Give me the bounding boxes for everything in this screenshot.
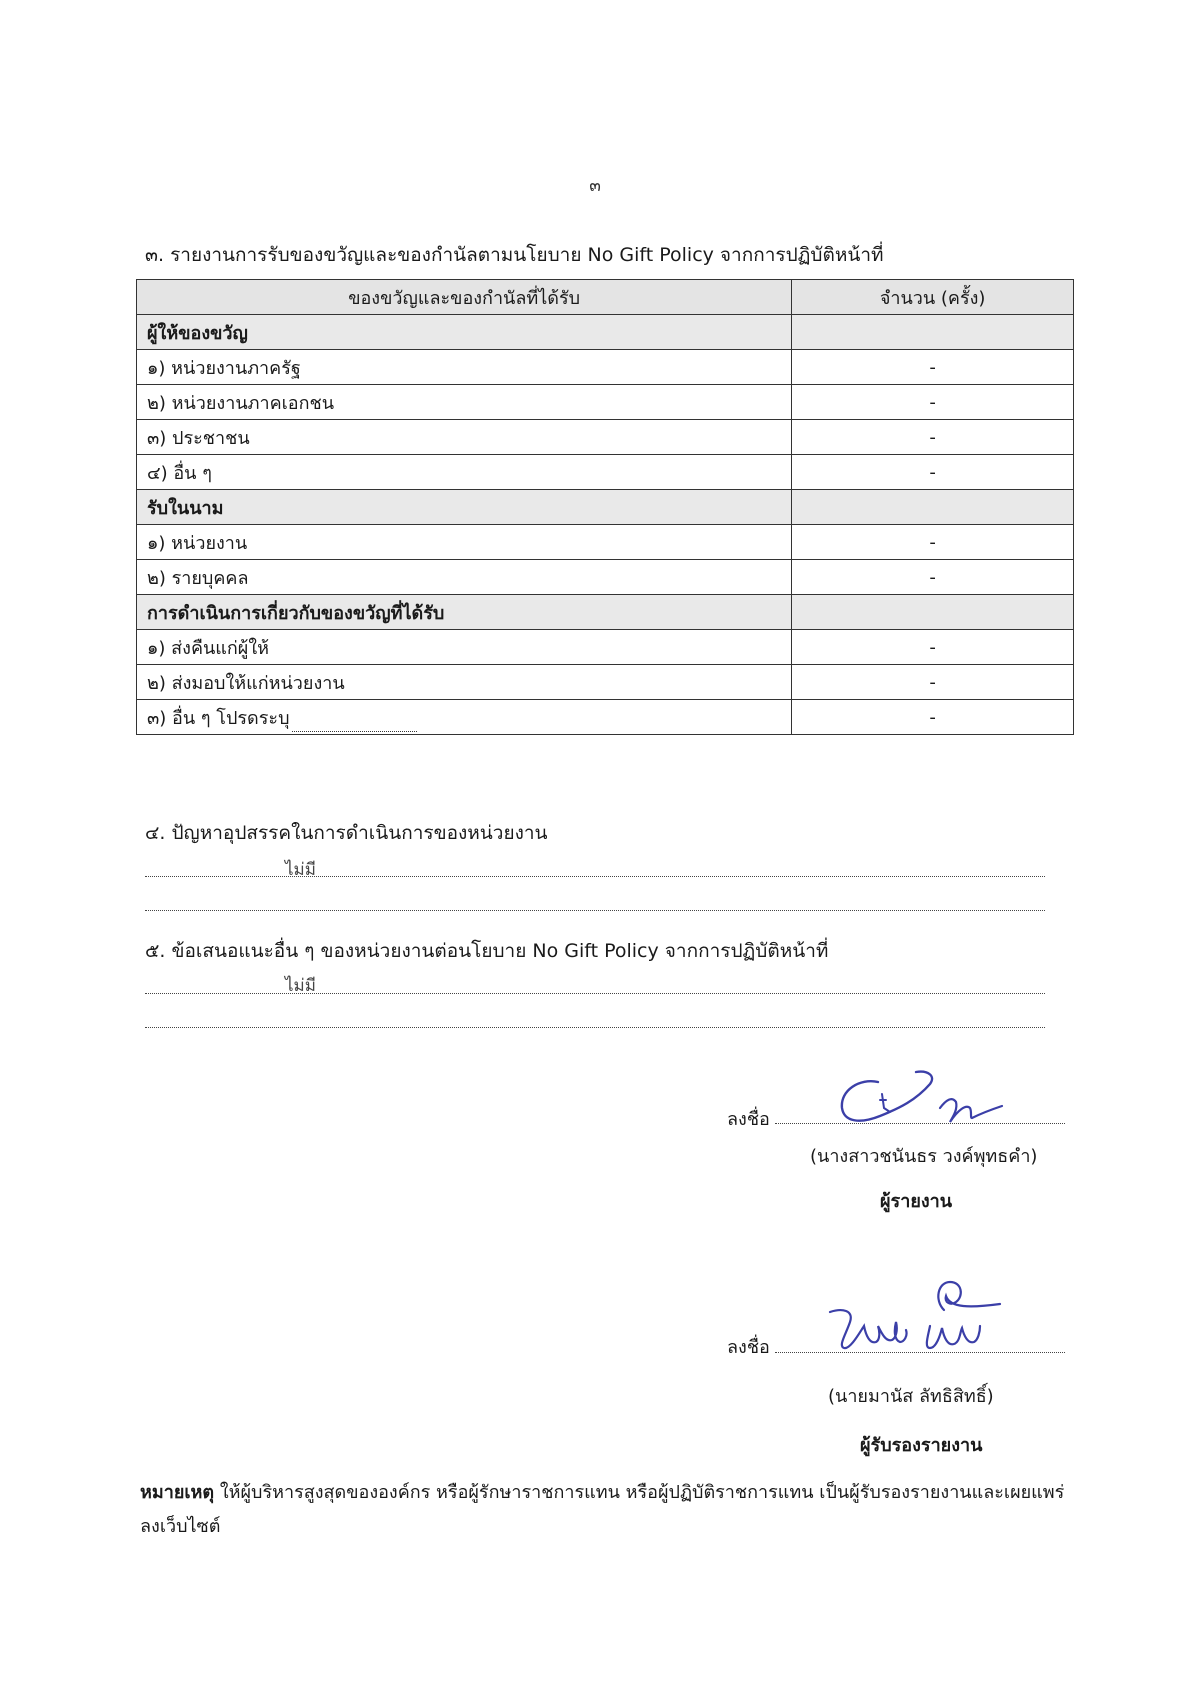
section-4-heading: ๔. ปัญหาอุปสรรคในการดำเนินการของหน่วยงาน [145,822,548,844]
group-row-actions [137,595,1074,630]
row-label: ๒) ส่งมอบให้แก่หน่วยงาน [137,665,792,700]
section-5-answer: ไม่มี [285,976,316,996]
reporter-name: (นางสาวชนันธร วงค์พุทธคำ) [810,1146,1038,1167]
specify-blank [292,713,417,732]
table-row [137,665,1074,700]
table-row [137,630,1074,665]
row-count: - [792,420,1074,455]
answer-line [145,876,1045,877]
section-3-heading: ๓. รายงานการรับของขวัญและของกำนัลตามนโยบาย No Gift Policy จากการปฏิบัติหน้าที่ [145,244,884,266]
certifier-signature [820,1270,1010,1360]
row-label: ๒) รายบุคคล [137,560,792,595]
group-row-givers [137,315,1074,350]
answer-line [145,993,1045,994]
row-label: ๓) อื่น ๆ โปรดระบุ [147,707,290,729]
row-label: ๑) หน่วยงาน [137,525,792,560]
row-label: ๑) ส่งคืนแก่ผู้ให้ [137,630,792,665]
table-row [137,700,1074,735]
row-count: - [792,525,1074,560]
row-label: ๒) หน่วยงานภาคเอกชน [137,385,792,420]
section-4-answer: ไม่มี [285,860,316,880]
table-row [137,560,1074,595]
table-row [137,455,1074,490]
row-label-with-blank [137,700,792,735]
table-header-row [137,280,1074,315]
section-5-heading: ๕. ข้อเสนอแนะอื่น ๆ ของหน่วยงานต่อนโยบาย No Gift Policy จากการปฏิบัติหน้าที่ [145,940,829,962]
group-title: ผู้ให้ของขวัญ [137,315,792,350]
row-count: - [792,630,1074,665]
table-row [137,420,1074,455]
row-label: ๓) ประชาชน [137,420,792,455]
group-title: การดำเนินการเกี่ยวกับของขวัญที่ได้รับ [137,595,792,630]
answer-line [145,910,1045,911]
signature-label: ลงชื่อ [727,1337,770,1358]
table-row [137,525,1074,560]
column-header-count: จำนวน (ครั้ง) [792,280,1074,315]
row-count: - [792,455,1074,490]
group-title: รับในนาม [137,490,792,525]
page-number: ๓ [589,176,601,196]
certifier-name: (นายมานัส ลัทธิสิทธิ์) [828,1386,994,1407]
row-count: - [792,385,1074,420]
row-label: ๑) หน่วยงานภาครัฐ [137,350,792,385]
row-count: - [792,665,1074,700]
gift-report-table [136,279,1074,735]
row-label: ๔) อื่น ๆ [137,455,792,490]
row-count: - [792,700,1074,735]
answer-line [145,1027,1045,1028]
reporter-signature [820,1060,1010,1140]
reporter-role: ผู้รายงาน [880,1191,953,1212]
row-count: - [792,350,1074,385]
note-text: ให้ผู้บริหารสูงสุดขององค์กร หรือผู้รักษาราชการแทน หรือผู้ปฏิบัติราชการแทน เป็นผู้รับรองรายงานและเผยแพร่ลงเว็บไซต์ [140,1482,1065,1537]
signature-label: ลงชื่อ [727,1109,770,1130]
row-count: - [792,560,1074,595]
note-label: หมายเหตุ [140,1482,215,1503]
group-row-received-as [137,490,1074,525]
table-row [137,385,1074,420]
footnote [140,1476,1070,1544]
column-header-gifts: ของขวัญและของกำนัลที่ได้รับ [137,280,792,315]
table-row [137,350,1074,385]
certifier-role: ผู้รับรองรายงาน [860,1435,983,1456]
